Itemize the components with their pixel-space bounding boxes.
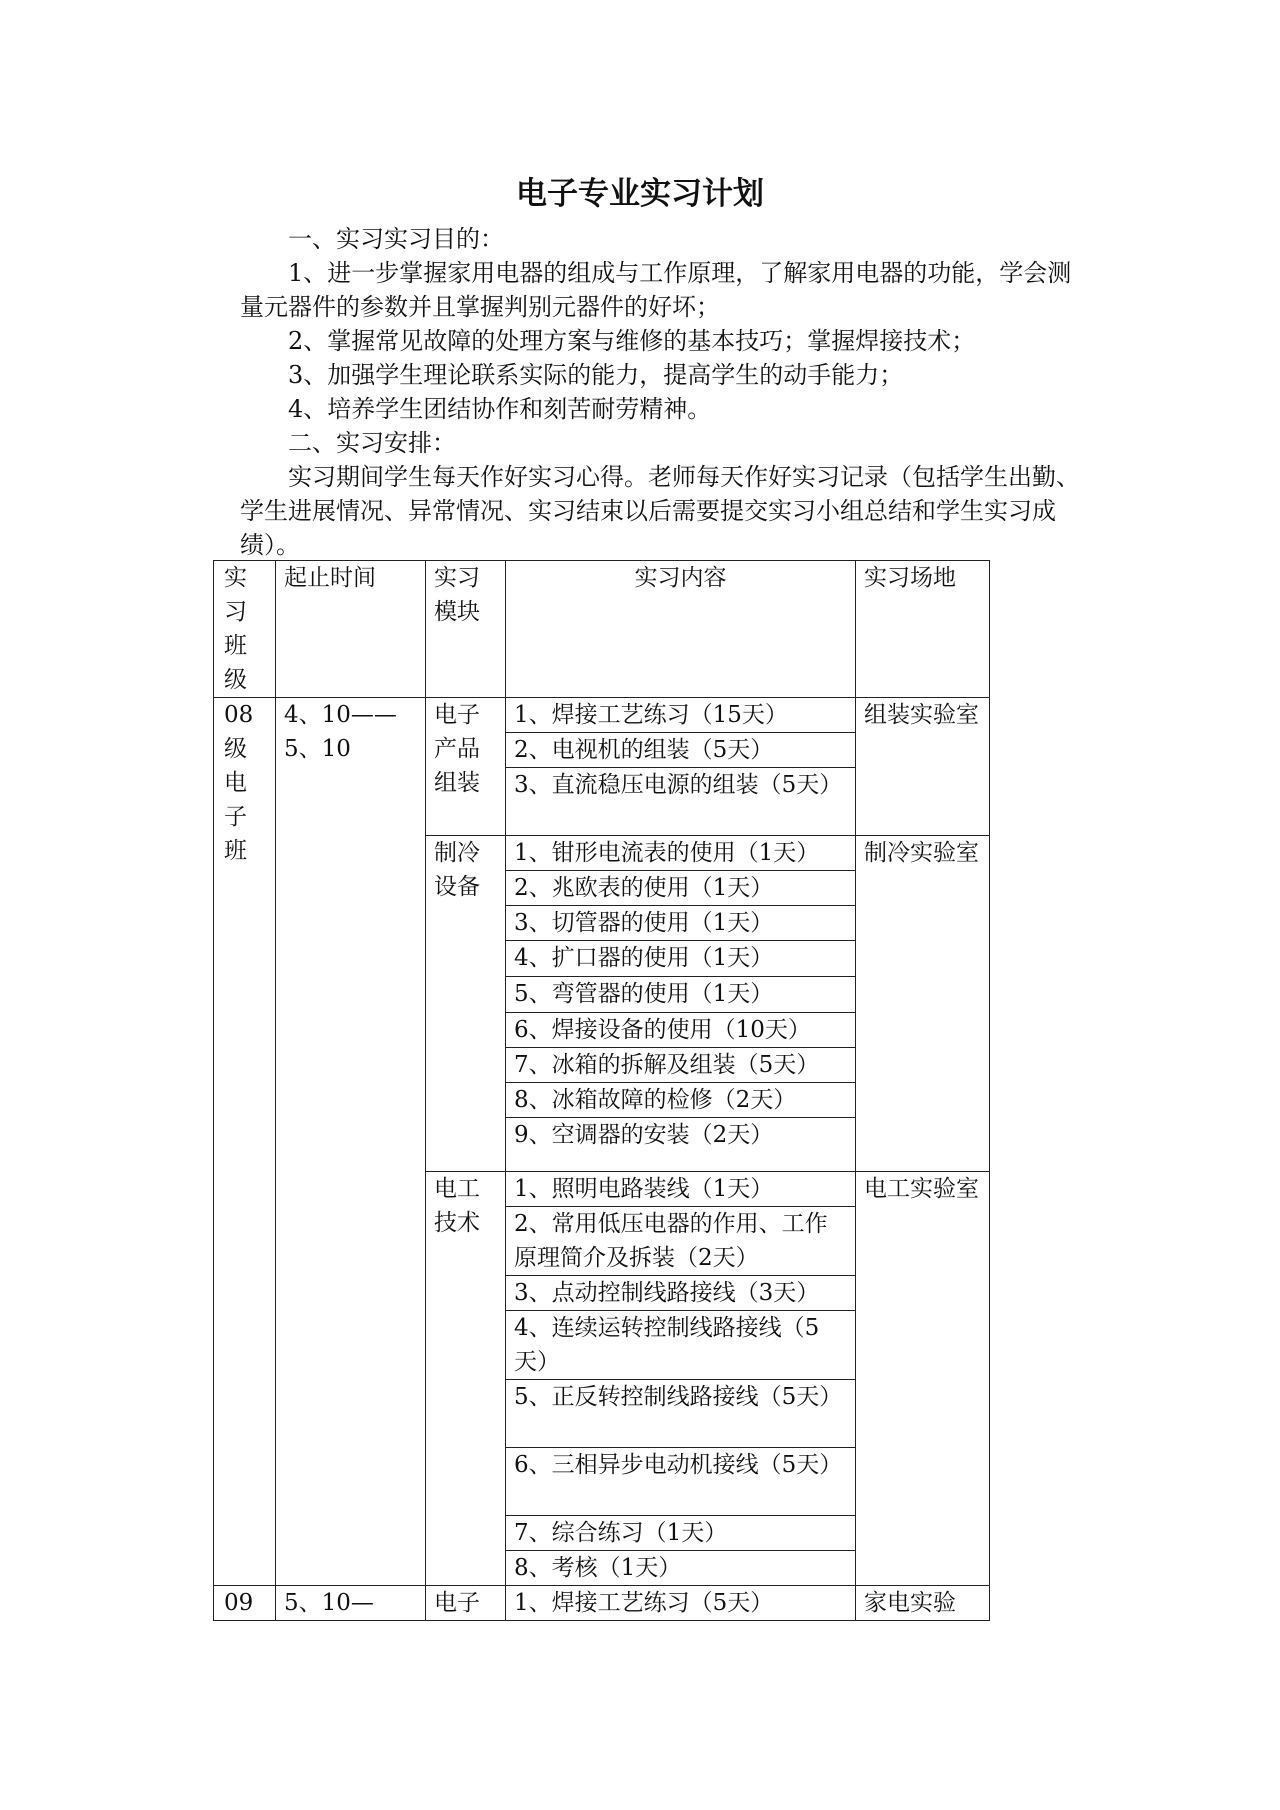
header-time: 起止时间 bbox=[276, 561, 426, 698]
module-cell: 制冷设备 bbox=[426, 836, 506, 1172]
content-item: 7、综合练习（1天） bbox=[506, 1516, 856, 1551]
content-item: 6、焊接设备的使用（10天） bbox=[506, 1013, 856, 1048]
content-item: 8、冰箱故障的检修（2天） bbox=[506, 1083, 856, 1118]
table-row bbox=[214, 698, 990, 733]
time-cell: 4、10——5、10 bbox=[276, 698, 426, 1586]
time-cell: 5、10— bbox=[276, 1586, 426, 1621]
site-cell: 制冷实验室 bbox=[856, 836, 990, 1172]
content-item: 4、连续运转控制线路接线（5天） bbox=[506, 1311, 856, 1380]
content-item: 8、考核（1天） bbox=[506, 1551, 856, 1586]
content-item: 2、常用低压电器的作用、工作原理简介及拆装（2天） bbox=[506, 1207, 856, 1276]
arrangement-paragraph: 实习期间学生每天作好实习心得。老师每天作好实习记录（包括学生出勤、学生进展情况、异常情况、实习结束以后需要提交实习小组总结和学生实习成绩）。 bbox=[240, 463, 1080, 559]
content-item: 1、焊接工艺练习（5天） bbox=[506, 1586, 856, 1621]
header-class: 实习班级 bbox=[214, 561, 276, 698]
content-item: 3、点动控制线路接线（3天） bbox=[506, 1276, 856, 1311]
table-header-row bbox=[214, 561, 990, 698]
content-item: 7、冰箱的拆解及组装（5天） bbox=[506, 1048, 856, 1083]
header-content: 实习内容 bbox=[506, 561, 856, 698]
content-item: 2、兆欧表的使用（1天） bbox=[506, 871, 856, 906]
class-cell: 09 bbox=[214, 1586, 276, 1621]
content-item: 5、弯管器的使用（1天） bbox=[506, 977, 856, 1013]
content-item: 5、正反转控制线路接线（5天） bbox=[506, 1380, 856, 1448]
site-cell: 电工实验室 bbox=[856, 1172, 990, 1586]
page-title: 电子专业实习计划 bbox=[516, 176, 764, 212]
goal-item-3: 3、加强学生理论联系实际的能力，提高学生的动手能力； bbox=[288, 361, 904, 389]
site-cell: 家电实验 bbox=[856, 1586, 990, 1621]
content-item: 1、钳形电流表的使用（1天） bbox=[506, 836, 856, 871]
table-row bbox=[214, 1586, 990, 1621]
content-item: 6、三相异步电动机接线（5天） bbox=[506, 1448, 856, 1516]
content-item: 3、切管器的使用（1天） bbox=[506, 906, 856, 941]
section-heading-arrangement: 二、实习安排： bbox=[288, 429, 456, 457]
header-module: 实习模块 bbox=[426, 561, 506, 698]
content-item: 1、焊接工艺练习（15天） bbox=[506, 698, 856, 733]
goal-item-2: 2、掌握常见故障的处理方案与维修的基本技巧；掌握焊接技术； bbox=[288, 327, 976, 355]
section-heading-goals: 一、实习实习目的： bbox=[288, 225, 504, 253]
module-cell: 电子 bbox=[426, 1586, 506, 1621]
class-cell: 08级电子班 bbox=[214, 698, 276, 1586]
goal-item-1: 1、进一步掌握家用电器的组成与工作原理，了解家用电器的功能，学会测量元器件的参数并且掌握判别元器件的好坏； bbox=[240, 259, 1072, 321]
content-item: 3、直流稳压电源的组装（5天） bbox=[506, 768, 856, 836]
schedule-table bbox=[213, 560, 990, 1621]
content-item: 2、电视机的组装（5天） bbox=[506, 733, 856, 768]
module-cell: 电子产品组装 bbox=[426, 698, 506, 836]
module-cell: 电工技术 bbox=[426, 1172, 506, 1586]
goal-item-4: 4、培养学生团结协作和刻苦耐劳精神。 bbox=[288, 395, 712, 423]
header-site: 实习场地 bbox=[856, 561, 990, 698]
site-cell: 组装实验室 bbox=[856, 698, 990, 836]
content-item: 4、扩口器的使用（1天） bbox=[506, 941, 856, 977]
content-item: 1、照明电路装线（1天） bbox=[506, 1172, 856, 1207]
content-item: 9、空调器的安装（2天） bbox=[506, 1118, 856, 1172]
